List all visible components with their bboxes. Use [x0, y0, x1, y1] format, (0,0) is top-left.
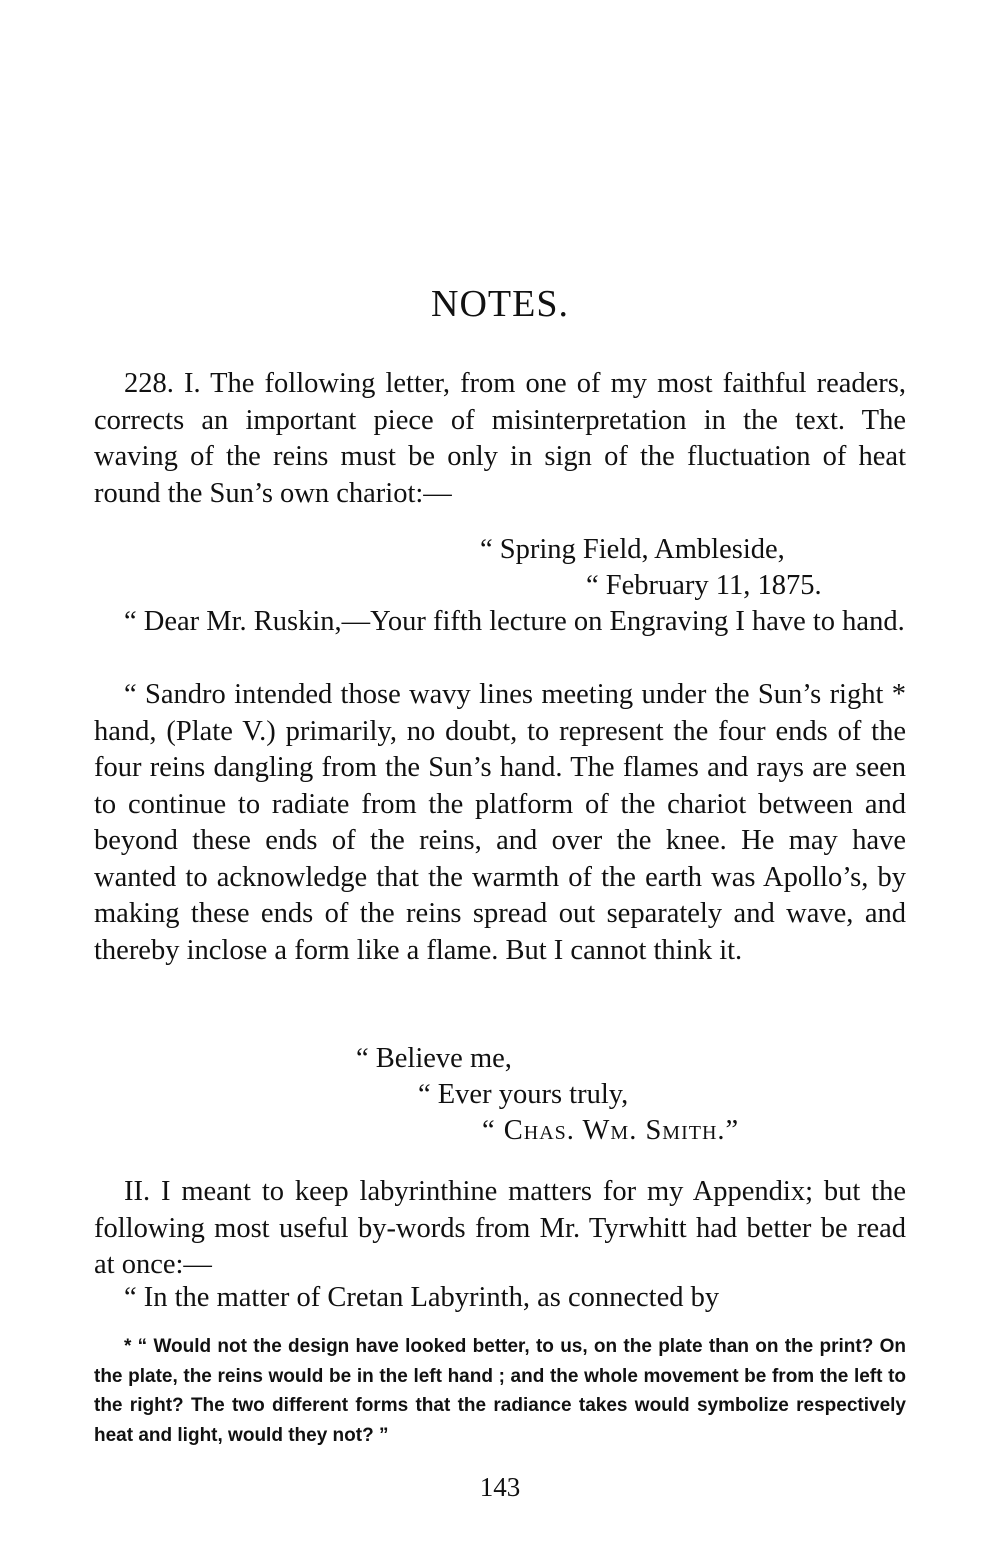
letter-closing-believe: “ Believe me,	[356, 1043, 512, 1074]
paragraph-labyrinth: II. I meant to keep labyrinthine matters for my Appendix; but the following most useful by-words from Mr. Tyrwhitt had better be read at once:—	[94, 1176, 906, 1280]
letter-address-line1: “ Spring Field, Ambleside,	[480, 534, 785, 565]
footnote: * “ Would not the design have looked better, to us, on the plate than on the print? On the plate, the reins would be in the left hand ; and the whole movement be from the left to the right? The two different forms that the radiance takes would symbolize respectively heat and light, would they not? ”	[94, 1336, 906, 1446]
paragraph-cretan: “ In the matter of Cretan Labyrinth, as connected by	[124, 1282, 720, 1313]
letter-body	[94, 677, 906, 969]
footnote-marker: *	[883, 679, 907, 710]
letter-salutation: “ Dear Mr. Ruskin,—Your fifth lecture on Engraving I have to hand.	[124, 606, 905, 637]
page-title: NOTES.	[431, 283, 569, 325]
paragraph-intro: 228. I. The following letter, from one of my most faithful readers, corrects an important piece of misinterpretation in the text. The waving of the reins must be only in sign of the fluctuation of heat round the Sun’s own chariot:—	[94, 368, 906, 509]
letter-address-line2: “ February 11, 1875.	[586, 570, 822, 601]
letter-signature: “ Chas. Wm. Smith.”	[482, 1115, 740, 1146]
letter-body-start: “ Sandro intended those wavy lines meeting under the Sun’s right	[124, 679, 884, 710]
page-number: 143	[479, 1472, 521, 1502]
letter-body-rest: hand, (Plate V.) primarily, no doubt, to represent the four ends of the four reins dangling from the Sun’s hand. The flames and rays are seen to continue to radiate from the platform of the chariot between and beyond these ends of the reins, and over the knee. He may have wanted to acknowledge that the warmth of the earth was Apollo’s, by making these ends of the reins spread out separately and wave, and thereby inclose a form like a flame. But I cannot think it.	[94, 715, 906, 966]
letter-closing-yours: “ Ever yours truly,	[418, 1079, 629, 1110]
